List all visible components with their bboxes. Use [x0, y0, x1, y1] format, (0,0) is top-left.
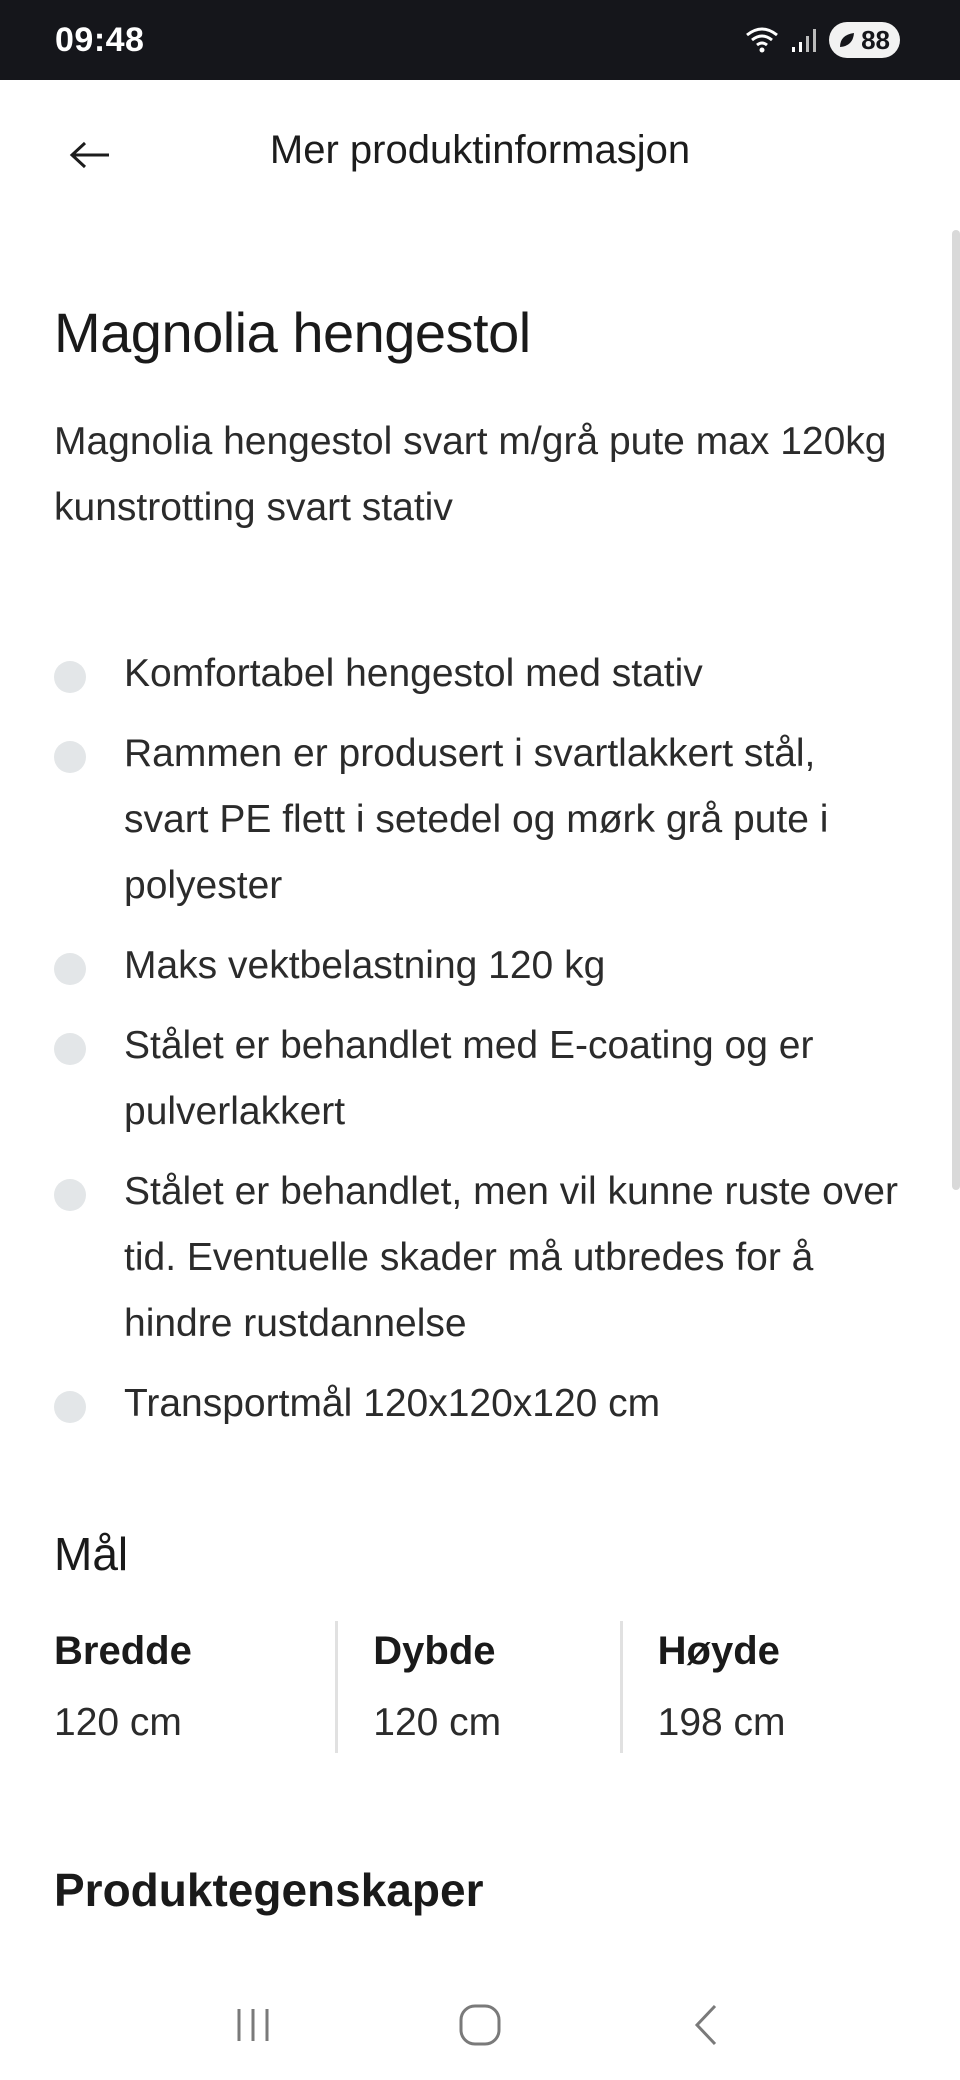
dimension-value: 120 cm	[373, 1701, 502, 1744]
recent-apps-button[interactable]	[213, 1985, 293, 2065]
recent-apps-icon	[231, 2003, 275, 2047]
status-icons	[745, 22, 900, 58]
status-time: 09:48	[55, 20, 145, 59]
bullet-icon	[54, 741, 86, 773]
feature-text: Stålet er behandlet med E-coating og er pulverlakkert	[124, 1024, 814, 1133]
dimension-depth	[335, 1621, 619, 1753]
dimension-label: Dybde	[373, 1629, 496, 1673]
list-item	[54, 1159, 904, 1357]
battery-indicator	[829, 22, 900, 58]
product-description: Magnolia hengestol svart m/grå pute max 120kg kunstrotting svart stativ	[54, 420, 887, 529]
list-item	[54, 641, 904, 707]
scroll-indicator[interactable]	[952, 230, 960, 1190]
system-back-button[interactable]	[667, 1985, 747, 2065]
bullet-icon	[54, 1033, 86, 1065]
battery-level: 88	[861, 24, 890, 55]
navigation-bar	[0, 1970, 960, 2080]
feature-text: Transportmål 120x120x120 cm	[124, 1382, 661, 1425]
feature-text: Rammen er produsert i svartlakkert stål, svart PE flett i setedel og mørk grå pute i polyester	[124, 732, 829, 907]
status-bar	[0, 0, 960, 80]
dimension-width	[54, 1621, 335, 1753]
list-item	[54, 1013, 904, 1145]
product-info	[54, 300, 904, 1917]
signal-icon	[791, 27, 817, 53]
feature-text: Maks vektbelastning 120 kg	[124, 944, 606, 987]
dimension-value: 120 cm	[54, 1701, 182, 1744]
list-item	[54, 721, 904, 919]
page-title: Mer produktinformasjon	[269, 128, 691, 172]
list-item	[54, 933, 904, 999]
app-header	[0, 80, 960, 230]
bullet-icon	[54, 1179, 86, 1211]
back-icon	[687, 2001, 727, 2049]
dimensions-heading: Mål	[54, 1528, 129, 1580]
dimension-label: Bredde	[54, 1629, 192, 1673]
dimension-label: Høyde	[657, 1629, 780, 1673]
dimensions-table	[54, 1621, 904, 1753]
feature-text: Komfortabel hengestol med stativ	[124, 652, 703, 695]
feature-text: Stålet er behandlet, men vil kunne ruste over tid. Eventuelle skader må utbredes for å hindre rustdannelse	[124, 1170, 898, 1345]
battery-saver-icon	[837, 30, 857, 50]
home-icon	[456, 2001, 504, 2049]
bullet-icon	[54, 1391, 86, 1423]
wifi-icon	[745, 26, 779, 54]
home-button[interactable]	[440, 1985, 520, 2065]
list-item	[54, 1371, 904, 1437]
dimension-height	[620, 1621, 904, 1753]
feature-list	[54, 641, 904, 1437]
dimension-value: 198 cm	[657, 1701, 786, 1744]
properties-heading: Produktegenskaper	[54, 1864, 484, 1916]
bullet-icon	[54, 953, 86, 985]
product-title: Magnolia hengestol	[54, 301, 531, 364]
bullet-icon	[54, 661, 86, 693]
